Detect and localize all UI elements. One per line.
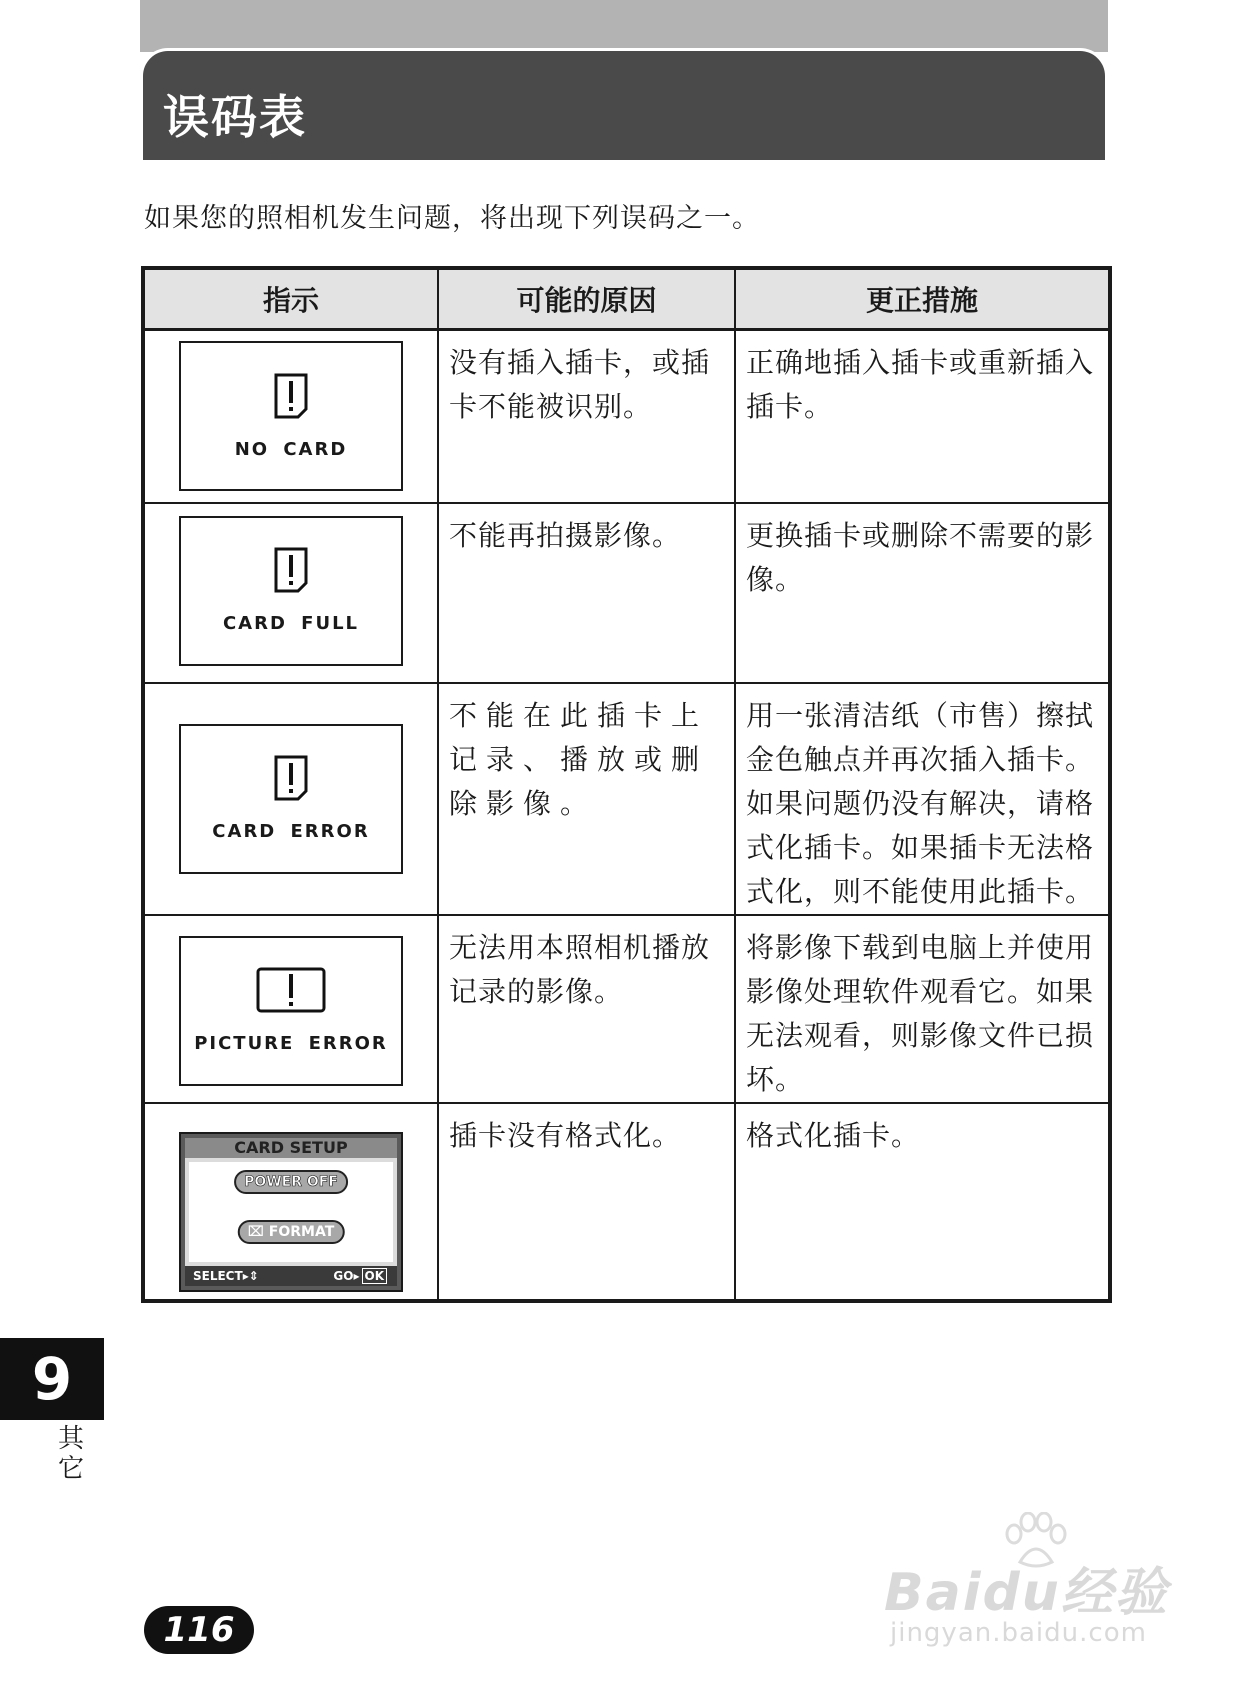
title-bar — [140, 48, 1108, 160]
arrow-updown-icon: ▸⇕ — [242, 1268, 259, 1283]
cause-cell: 没有插入插卡，或插卡不能被识别。 — [438, 330, 735, 503]
table-row — [143, 1103, 1110, 1301]
table-row — [143, 683, 1110, 915]
indicator-cell — [143, 503, 438, 683]
table-header-row — [143, 268, 1110, 330]
lcd-screen-no-card — [179, 341, 403, 491]
fix-cell: 格式化插卡。 — [735, 1103, 1110, 1301]
watermark-url: jingyan.baidu.com — [890, 1618, 1147, 1648]
intro-text: 如果您的照相机发生问题，将出现下列误码之一。 — [144, 203, 760, 234]
table-row — [143, 330, 1110, 503]
screen-message: CARD ERROR — [212, 821, 370, 842]
indicator-cell — [143, 330, 438, 503]
lcd-screen-picture-error — [179, 936, 403, 1086]
page-title: 误码表 — [163, 90, 307, 144]
lcd-screen-card-full — [179, 516, 403, 666]
menu-title: CARD SETUP — [185, 1138, 397, 1158]
menu-item-format: ⌧ FORMAT — [238, 1220, 345, 1244]
menu-footer: SELECT▸⇕ GO▸ OK — [185, 1266, 397, 1286]
fix-cell: 正确地插入插卡或重新插入插卡。 — [735, 330, 1110, 503]
header-cause: 可能的原因 — [438, 268, 735, 330]
menu-item-power-off: POWER OFF — [234, 1170, 348, 1194]
lcd-card-setup-menu — [179, 1132, 403, 1292]
header-band — [140, 0, 1108, 52]
indicator-cell — [143, 1103, 438, 1301]
card-warning-icon — [274, 547, 308, 593]
cause-cell: 不能再拍摄影像。 — [438, 503, 735, 683]
screen-message: CARD FULL — [222, 613, 360, 634]
cause-cell: 无法用本照相机播放记录的影像。 — [438, 915, 735, 1103]
picture-warning-icon — [256, 967, 326, 1013]
table-row — [143, 915, 1110, 1103]
card-warning-icon — [274, 755, 308, 801]
fix-cell: 更换插卡或删除不需要的影像。 — [735, 503, 1110, 683]
arrow-right-icon: ▸ — [353, 1268, 360, 1283]
cause-cell: 不能在此插卡上记录、播放或删除影像。 — [438, 683, 735, 915]
error-code-table — [141, 266, 1112, 1303]
table-row — [143, 503, 1110, 683]
fix-cell: 用一张清洁纸（市售）擦拭金色触点并再次插入插卡。如果问题仍没有解决，请格式化插卡。如果插卡无法格式化，则不能使用此插卡。 — [735, 683, 1110, 915]
lcd-screen-card-error — [179, 724, 403, 874]
header-indicator: 指示 — [143, 268, 438, 330]
ok-icon: OK — [362, 1268, 388, 1284]
chapter-label: 其它 — [57, 1424, 84, 1484]
indicator-cell — [143, 915, 438, 1103]
screen-message: PICTURE ERROR — [194, 1033, 388, 1054]
chapter-number-tab: 9 — [0, 1338, 104, 1420]
header-fix: 更正措施 — [735, 268, 1110, 330]
page-number: 116 — [144, 1606, 254, 1654]
trash-icon: ⌧ — [247, 1223, 269, 1240]
watermark-brand: Baidu经验 — [884, 1563, 1169, 1623]
indicator-cell — [143, 683, 438, 915]
cause-cell: 插卡没有格式化。 — [438, 1103, 735, 1301]
screen-message: NO CARD — [234, 438, 348, 460]
fix-cell: 将影像下载到电脑上并使用影像处理软件观看它。如果无法观看，则影像文件已损坏。 — [735, 915, 1110, 1103]
card-warning-icon — [274, 373, 308, 419]
